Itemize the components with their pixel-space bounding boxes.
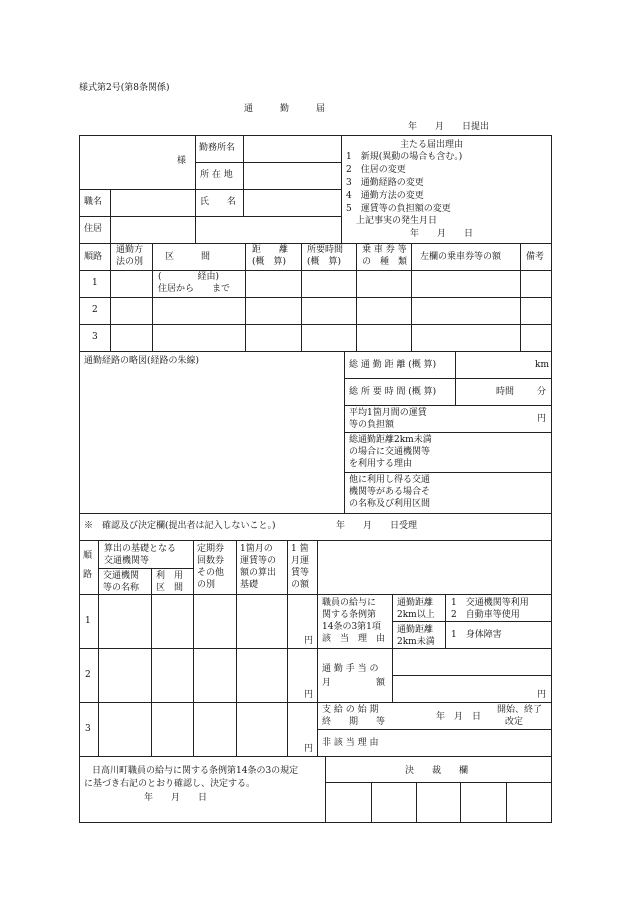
over2-1: 通勤距離 <box>397 598 434 608</box>
allowance-label-2: 月 額 <box>322 678 386 688</box>
confirm-col-fare-1: 1 箇 <box>291 544 309 554</box>
option-car: 2 自動車等使用 <box>451 610 520 620</box>
confirm-col-use-2: 区 間 <box>156 583 184 593</box>
reason-item: 3 通勤経路の変更 <box>346 178 424 188</box>
confirm-col-name-1: 交通機関 <box>103 571 140 581</box>
short-reason-2: の場合に交通機関等 <box>349 447 431 457</box>
decision-text-2: に基づき右記のとおり確認し、決定する。 <box>84 779 256 789</box>
other-transport-2: 機関等がある場合そ <box>349 487 431 497</box>
confirm-row-number: 1 <box>85 616 91 626</box>
reason-item: 4 通勤方法の変更 <box>346 191 424 201</box>
under2-2: 2km未満 <box>397 637 435 647</box>
yen-unit: 円 <box>304 636 314 646</box>
reason-item: 1 新規(異動の場合も含む。) <box>346 152 463 162</box>
fare-label-2: 等の負担額 <box>349 420 395 430</box>
hour-unit: 時間 <box>496 387 515 397</box>
col-time-1: 所要時間 <box>307 245 344 255</box>
col-distance-1: 距 離 <box>252 245 289 255</box>
col-remarks: 備考 <box>526 252 545 262</box>
occurrence-date-label: 上記事実の発生月日 <box>356 216 438 226</box>
col-time-2: (概 算) <box>307 257 342 267</box>
form-number: 様式第2号(第8条関係) <box>79 83 170 93</box>
occurrence-date-blank: 年 月 日 <box>410 229 474 239</box>
fare-label: 平均1箇月間の運賃 <box>349 408 427 418</box>
col-section: 区 間 <box>165 252 211 262</box>
start-label-1: 支 給 の 始 期 <box>322 705 379 715</box>
decision-text-1: 日高川町職員の給与に関する条例第14条の3の規定 <box>92 766 299 776</box>
total-distance-label: 総 通 勤 距 離 (概 算) <box>349 360 437 370</box>
confirm-heading: ※ 確認及び決定欄(提出者は記入しないこと。) <box>84 521 276 531</box>
confirm-col-order-1: 順 <box>83 551 93 561</box>
minute-unit: 分 <box>537 387 547 397</box>
reasons-heading: 主たる届出理由 <box>400 140 464 150</box>
address-label: 所 在 地 <box>200 170 233 180</box>
confirm-col-basis-1: 算出の基礎となる <box>104 544 177 554</box>
confirm-row-number: 2 <box>85 670 91 680</box>
confirm-col-month-4: 基礎 <box>240 580 259 590</box>
confirm-col-commuter-2: 回数券 <box>197 556 225 566</box>
allowance-label-1: 通 勤 手 当 の <box>322 664 379 674</box>
decision-date: 年 月 日 <box>144 793 208 803</box>
option-transport: 1 交通機関等利用 <box>451 598 529 608</box>
col-ticket-1: 乗 車 券 等 <box>362 245 407 255</box>
route-row-number: 1 <box>92 278 98 288</box>
submission-date: 年 月 日提出 <box>408 122 490 132</box>
confirm-col-fare-4: の額 <box>291 580 310 590</box>
start-date: 年 月 日 <box>436 712 482 722</box>
yen-unit: 円 <box>304 690 314 700</box>
confirm-col-use-1: 利 用 <box>156 571 184 581</box>
received-date: 年 月 日受理 <box>336 521 418 531</box>
non-applicable-label: 非 該 当 理 由 <box>322 738 379 748</box>
section-via: ( 経由) <box>158 272 220 282</box>
confirm-col-fare-3: 賃等 <box>291 568 310 578</box>
short-reason-3: を利用する理由 <box>349 459 413 469</box>
option-disability: 1 身体障害 <box>451 630 502 640</box>
under2-1: 通勤距離 <box>397 625 434 635</box>
other-transport-1: 他に利用し得る交通 <box>349 475 431 485</box>
allowance-yen: 円 <box>537 690 547 700</box>
start-label-2: 終 期 等 <box>322 717 386 727</box>
over2-2: 2km以上 <box>397 610 435 620</box>
confirm-col-commuter-1: 定期券 <box>197 544 225 554</box>
confirm-col-month-2: 運賃等の <box>240 556 277 566</box>
col-ticket-2: の 種 類 <box>362 257 408 267</box>
confirm-col-fare-2: 月運 <box>291 556 310 566</box>
clause-2: 関する条例第 <box>322 610 377 620</box>
col-ticket-amount: 左欄の乗車券等の額 <box>420 252 502 262</box>
reason-item: 5 運賃等の負担額の変更 <box>346 204 451 214</box>
workplace-label: 勤務所名 <box>199 143 236 153</box>
reason-item: 2 住居の変更 <box>346 165 406 175</box>
section-from-to: 住居から まで <box>158 284 231 294</box>
col-order: 順路 <box>84 252 103 262</box>
form-title: 通 勤 届 <box>244 104 326 114</box>
start-note-1: 開始、終了 <box>497 705 543 715</box>
clause-1: 職員の給与に <box>322 598 377 608</box>
start-note-2: 改定 <box>505 717 524 727</box>
approval-heading: 決 裁 欄 <box>405 766 469 776</box>
fare-yen: 円 <box>537 414 547 424</box>
confirm-col-basis-2: 交通機関等 <box>104 556 150 566</box>
confirm-col-order-2: 路 <box>83 570 93 580</box>
route-row-number: 3 <box>92 332 98 342</box>
map-label: 通勤経路の略図(経路の朱線) <box>84 356 200 366</box>
total-time-label: 総 所 要 時 間 (概 算) <box>349 387 437 397</box>
position-label: 職名 <box>84 197 103 207</box>
confirm-col-month-1: 1箇月の <box>240 544 273 554</box>
col-distance-2: (概 算) <box>252 257 287 267</box>
name-label: 氏 名 <box>200 197 237 207</box>
sama-label: 様 <box>177 156 187 166</box>
confirm-col-commuter-4: の別 <box>197 580 216 590</box>
other-transport-3: の名称及び利用区間 <box>349 499 431 509</box>
route-row-number: 2 <box>92 305 98 315</box>
confirm-row-number: 3 <box>85 724 91 734</box>
clause-3: 14条の3第1項 <box>322 622 381 632</box>
col-method-2: 法の別 <box>116 257 144 267</box>
yen-unit: 円 <box>304 744 314 754</box>
col-method-1: 通勤方 <box>116 245 144 255</box>
residence-label: 住居 <box>84 224 103 234</box>
km-unit: km <box>535 360 549 370</box>
clause-4: 該 当 理 由 <box>322 634 386 644</box>
confirm-col-commuter-3: その他 <box>197 568 225 578</box>
short-reason-1: 総通勤距離2km未満 <box>349 435 432 445</box>
confirm-col-month-3: 額の算出 <box>240 568 277 578</box>
confirm-col-name-2: 等の名称 <box>103 583 140 593</box>
